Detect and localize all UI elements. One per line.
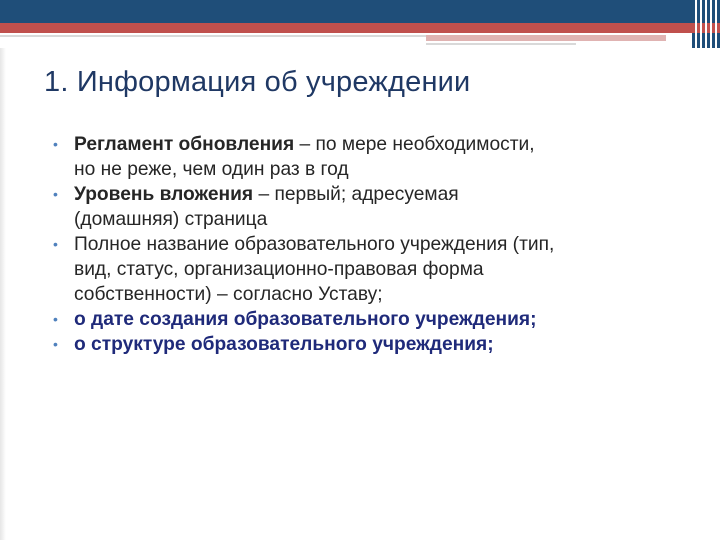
header-banner-red [0, 23, 692, 33]
bullet-icon: • [53, 236, 58, 252]
item-text-continued: но не реже, чем один раз в год [74, 159, 349, 180]
item-text-continued: собственности) – согласно Уставу; [74, 284, 383, 305]
item-bold-label: Регламент обновления [74, 134, 295, 155]
item-text: – по мере необходимости, [294, 134, 535, 155]
bullet-icon: • [53, 186, 58, 202]
list-item-level [52, 182, 692, 232]
header-accent-bar [426, 35, 666, 41]
item-bold-label: Уровень вложения [74, 184, 254, 205]
bullet-list [52, 132, 692, 357]
item-text-highlighted: о структуре образовательного учреждения; [74, 334, 494, 355]
bullet-icon: • [53, 136, 58, 152]
slide-left-edge-shadow [0, 48, 6, 540]
bullet-icon: • [53, 311, 58, 327]
list-item-creation-date [52, 307, 692, 332]
list-item-reglament [52, 132, 692, 182]
item-text-highlighted: о дате создания образовательного учреждения; [74, 309, 537, 330]
header-stripes-red-decoration [692, 23, 720, 33]
list-item-structure [52, 332, 692, 357]
header-accent-line [426, 43, 576, 45]
item-text: – первый; адресуемая [253, 184, 459, 205]
header-banner-blue [0, 0, 692, 23]
list-item-full-name [52, 232, 692, 307]
bullet-icon: • [53, 336, 58, 352]
item-text: Полное название образовательного учреждения (тип, [74, 234, 555, 255]
item-text-continued: (домашняя) страница [74, 209, 268, 230]
item-text-continued: вид, статус, организационно-правовая форма [74, 259, 484, 280]
slide-title: 1. Информация об учреждении [44, 66, 471, 98]
